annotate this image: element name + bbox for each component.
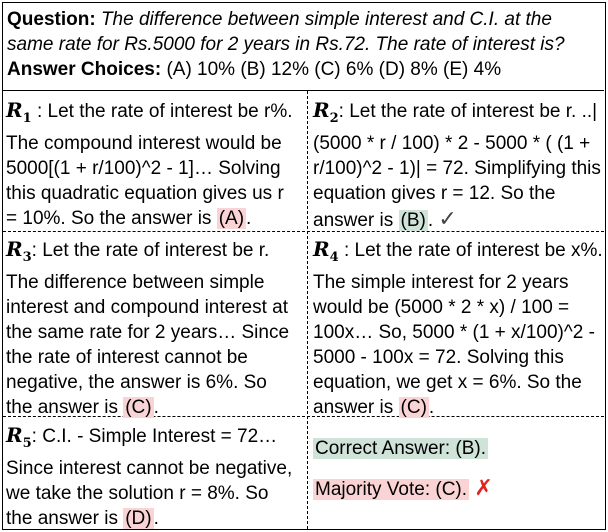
correct-answer-row [313, 436, 488, 461]
majority-vote-row [313, 475, 493, 502]
rationale-2-label: $R_2$ [313, 98, 339, 126]
rationale-4-answer: (C) [400, 397, 427, 418]
rationale-2: $R_2$: Let the rate of interest be r. ..|(5000 * r / 100) * 2 - 5000 * ( (1 + r/100)^2 - 1)| = 72. Simplifying this equation gives r = 12. So the answer is (B) . ✓ [313, 98, 601, 231]
rationale-4-text: : Let the rate of interest be x%. The simple interest for 2 years would be (5000 * 2 * x) / 100 = 100x… So, 5000 * (1 + x/100)^2 - 5000 - 100x = 72. Solving this equation, we get x = 6%. So the answer is [313, 240, 603, 418]
choices-text: (A) 10% (B) 12% (C) 6% (D) 8% (E) 4% [166, 59, 502, 80]
rationale-5-label: $R_5$ [6, 423, 32, 451]
rationale-1-label: $R_1$ [6, 98, 32, 126]
rationale-4: $R_4$ : Let the rate of interest be x%. The simple interest for 2 years would be (5000 * 2 * x) / 100 = 100x… So, 5000 * (1 + x/100)^2 - 5000 - 100x = 72. Solving this equation, we get x = 6%. So the answer is (C) . [313, 237, 603, 418]
rationale-2-answer: (B) [400, 210, 426, 231]
figure-frame [2, 2, 606, 530]
majority-vote: Majority Vote: (C). [315, 479, 468, 500]
choices-label: Answer Choices: [7, 59, 162, 80]
rationale-1-text: : Let the rate of interest be r%. The compound interest would be 5000[(1 + r/100)^2 - 1]… Solving this quadratic equation gives us r = 10%. So the answer is [6, 101, 293, 229]
question-text: The difference between simple interest and C.I. at the same rate for Rs.5000 for 2 years in Rs.72. The rate of interest is? [7, 9, 565, 55]
rationale-5: $R_5$: C.I. - Simple Interest = 72… Since interest cannot be negative, we take the solution r = 8%. So the answer is (D) . [6, 423, 293, 529]
rationale-5-answer: (D) [125, 508, 152, 529]
rationale-5-text: : C.I. - Simple Interest = 72… Since interest cannot be negative, we take the solution r = 8%. So the answer is [6, 426, 293, 529]
correct-answer: Correct Answer: (B). [315, 438, 487, 459]
cross-mark-icon: ✗ [474, 475, 493, 500]
rationale-1-answer: (A) [218, 208, 245, 229]
rationale-1: $R_1$ : Let the rate of interest be r%. The compound interest would be 5000[(1 + r/100)^2 - 1]… Solving this quadratic equation gives us r = 10%. So the answer is (A) . [6, 98, 293, 229]
rationale-2-text: : Let the rate of interest be r. ..|(5000 * r / 100) * 2 - 5000 * ( (1 + r/100)^2 - 1)| = 72. Simplifying this equation gives r = 12. So the answer is [313, 101, 601, 231]
rationale-3-label: $R_3$ [6, 237, 32, 265]
rationale-3-text: : Let the rate of interest be r. The difference between simple interest and compound interest at the same rate for 2 years… Since the rate of interest cannot be negative, the answer is 6%. So the answer is [6, 240, 290, 418]
question-block [7, 7, 603, 82]
rationale-4-label: $R_4$ [313, 237, 339, 265]
rationale-3: $R_3$: Let the rate of interest be r. The difference between simple interest and compound interest at the same rate for 2 years… Since the rate of interest cannot be negative, the answer is 6%. So the answer is (C) . [6, 237, 290, 418]
column-divider [307, 91, 308, 529]
question-label: Question: [7, 9, 96, 30]
separator-top [3, 90, 604, 91]
rationale-3-answer: (C) [125, 397, 152, 418]
check-mark-icon: ✓ [438, 206, 457, 231]
